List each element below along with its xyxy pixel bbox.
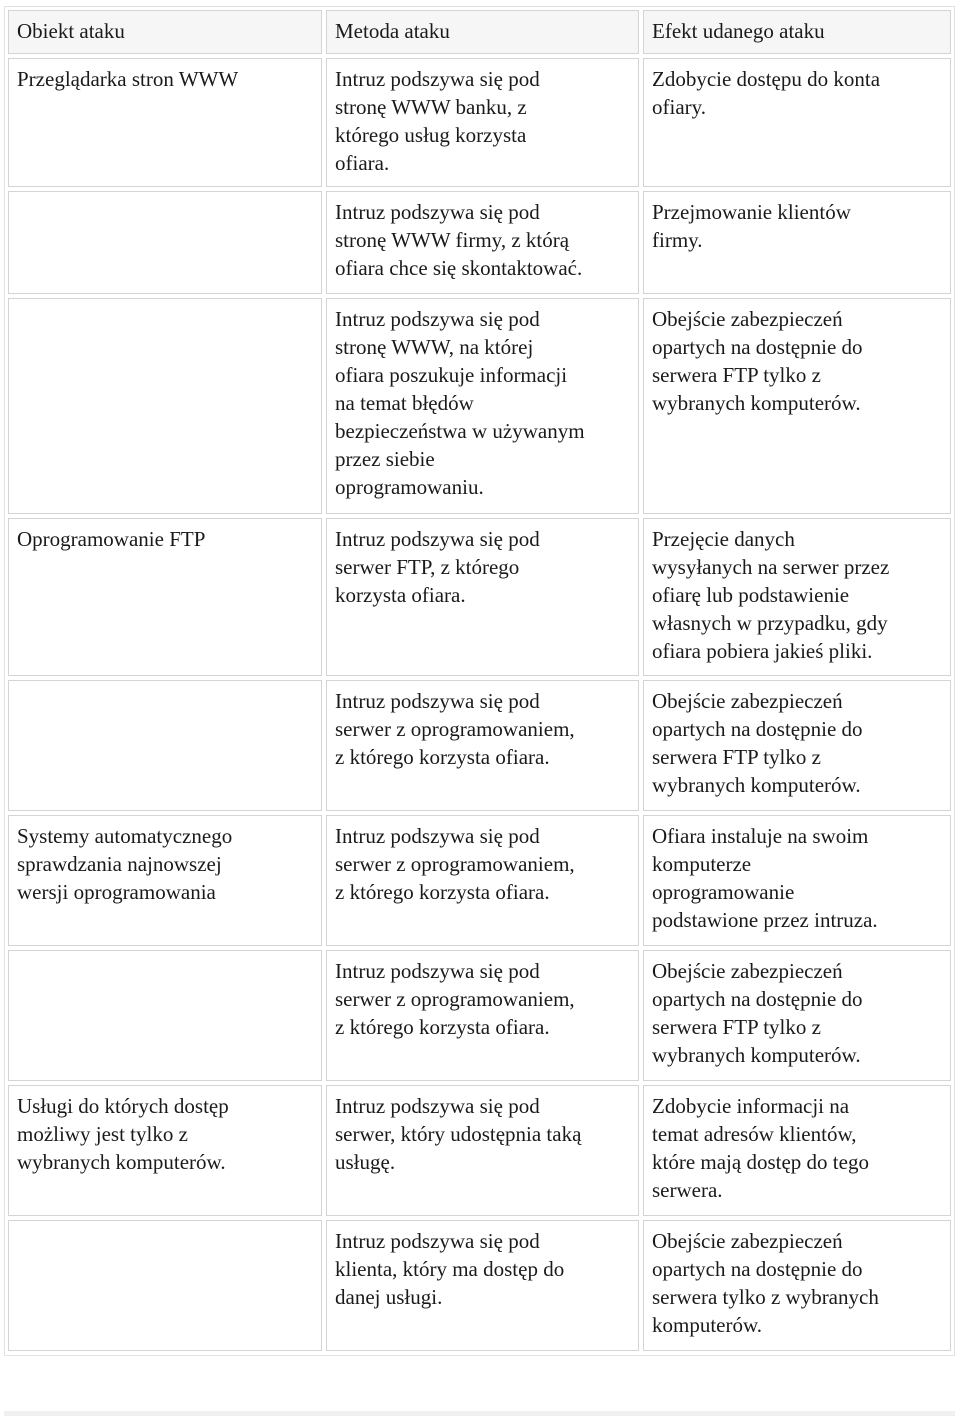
effect-cell: Przejmowanie klientów firmy.: [643, 191, 951, 294]
effect-cell: Obejście zabezpieczeń opartych na dostępnie do serwera FTP tylko z wybranych komputerów.: [643, 298, 951, 514]
effect-cell: Ofiara instaluje na swoim komputerze oprogramowanie podstawione przez intruza.: [643, 815, 951, 946]
method-cell: Intruz podszywa się pod serwer z oprogramowaniem, z którego korzysta ofiara.: [326, 680, 639, 811]
effect-cell: Obejście zabezpieczeń opartych na dostępnie do serwera FTP tylko z wybranych komputerów.: [643, 950, 951, 1081]
method-cell: Intruz podszywa się pod serwer, który udostępnia taką usługę.: [326, 1085, 639, 1216]
object-cell-empty: [8, 191, 322, 294]
header-cell-method: Metoda ataku: [326, 10, 639, 54]
method-cell: Intruz podszywa się pod stronę WWW banku, z którego usług korzysta ofiara.: [326, 58, 639, 187]
object-cell-ftp: Oprogramowanie FTP: [8, 518, 322, 676]
header-cell-object: Obiekt ataku: [8, 10, 322, 54]
effect-cell: Przejęcie danych wysyłanych na serwer przez ofiarę lub podstawienie własnych w przypadku, gdy ofiara pobiera jakieś pliki.: [643, 518, 951, 676]
object-cell-autoupdate: Systemy automatycznego sprawdzania najnowszej wersji oprogramowania: [8, 815, 322, 946]
method-cell: Intruz podszywa się pod klienta, który ma dostęp do danej usługi.: [326, 1220, 639, 1351]
method-cell: Intruz podszywa się pod serwer z oprogramowaniem, z którego korzysta ofiara.: [326, 815, 639, 946]
object-cell-empty: [8, 1220, 322, 1351]
method-cell: Intruz podszywa się pod stronę WWW firmy, z którą ofiara chce się skontaktować.: [326, 191, 639, 294]
method-cell: Intruz podszywa się pod serwer z oprogramowaniem, z którego korzysta ofiara.: [326, 950, 639, 1081]
method-cell: Intruz podszywa się pod stronę WWW, na której ofiara poszukuje informacji na temat błędów bezpieczeństwa w używanym przez siebie oprogramowaniu.: [326, 298, 639, 514]
method-cell: Intruz podszywa się pod serwer FTP, z którego korzysta ofiara.: [326, 518, 639, 676]
object-cell-empty: [8, 298, 322, 514]
effect-cell: Zdobycie informacji na temat adresów klientów, które mają dostęp do tego serwera.: [643, 1085, 951, 1216]
effect-cell: Obejście zabezpieczeń opartych na dostępnie do serwera tylko z wybranych komputerów.: [643, 1220, 951, 1351]
object-cell-services: Usługi do których dostęp możliwy jest tylko z wybranych komputerów.: [8, 1085, 322, 1216]
object-cell-empty: [8, 950, 322, 1081]
bottom-divider: [4, 1411, 955, 1416]
object-cell-empty: [8, 680, 322, 811]
header-cell-effect: Efekt udanego ataku: [643, 10, 951, 54]
object-cell-www: Przeglądarka stron WWW: [8, 58, 322, 187]
effect-cell: Obejście zabezpieczeń opartych na dostępnie do serwera FTP tylko z wybranych komputerów.: [643, 680, 951, 811]
effect-cell: Zdobycie dostępu do konta ofiary.: [643, 58, 951, 187]
